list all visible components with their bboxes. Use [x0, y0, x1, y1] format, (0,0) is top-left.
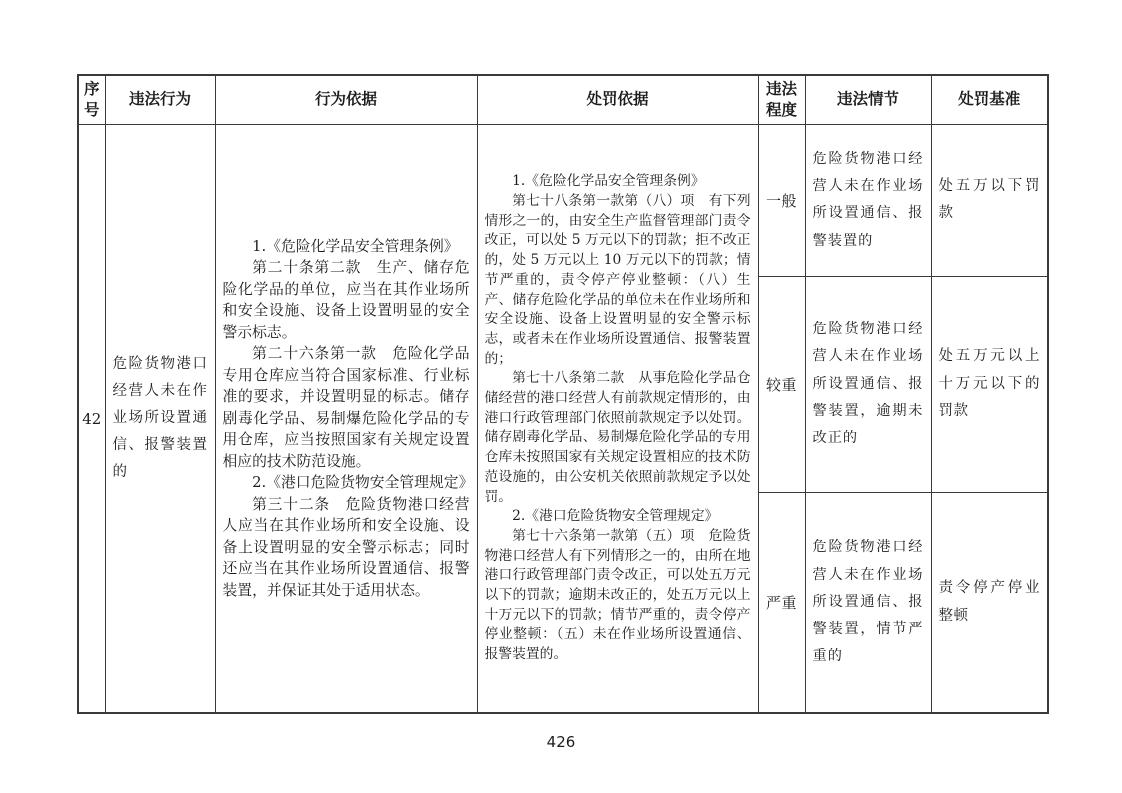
penalty-basis-cell [477, 124, 758, 713]
penalty-paragraph: 1.《危险化学品安全管理条例》 [512, 173, 705, 190]
table-row [78, 124, 1048, 276]
basis-paragraph: 2.《港口危险货物安全管理规定》 [252, 474, 474, 492]
col-header-penalty-basis: 处罚依据 [477, 75, 758, 124]
page-number: 426 [546, 733, 576, 751]
table-header-row [78, 75, 1048, 124]
col-header-violation-degree: 违法程度 [758, 75, 805, 124]
violation-degree-cell: 较重 [758, 276, 805, 492]
penalty-paragraph: 2.《港口危险货物安全管理规定》 [512, 508, 719, 525]
violation-circumstance-cell: 危险货物港口经营人未在作业场所设置通信、报警装置的 [805, 124, 931, 276]
basis-paragraph: 第二十条第二款 生产、储存危险化学品的单位，应当在其作业场所和安全设施、设备上设置明显的安全警示标志。 [222, 259, 470, 341]
penalty-benchmark-cell: 处五万以下罚款 [931, 124, 1048, 276]
col-header-serial-number: 序号 [78, 75, 105, 124]
basis-paragraph: 第二十六条第一款 危险化学品专用仓库应当符合国家标准、行业标准的要求，并设置明显的标志。储存剧毒化学品、易制爆危险化学品的专用仓库，应当按照国家有关规定设置相应的技术防范设施。 [222, 345, 470, 470]
col-header-penalty-benchmark: 处罚基准 [931, 75, 1048, 124]
penalty-benchmark-cell: 处五万元以上十万元以下的罚款 [931, 276, 1048, 492]
serial-number-cell: 42 [78, 124, 105, 713]
regulation-penalty-table [77, 74, 1049, 714]
basis-paragraph: 1.《危险化学品安全管理条例》 [252, 237, 459, 255]
illegal-behavior-cell: 危险货物港口经营人未在作业场所设置通信、报警装置的 [105, 124, 215, 713]
violation-circumstance-cell: 危险货物港口经营人未在作业场所设置通信、报警装置，情节严重的 [805, 492, 931, 713]
col-header-violation-circumstance: 违法情节 [805, 75, 931, 124]
basis-paragraph: 第三十二条 危险货物港口经营人应当在其作业场所和安全设施、设备上设置明显的安全警示标志；同时还应当在其作业场所设置通信、报警装置，并保证其处于适用状态。 [222, 495, 470, 599]
penalty-paragraph: 第七十八条第一款第（八）项 有下列情形之一的，由安全生产监督管理部门责令改正，可以处 5 万元以下的罚款；拒不改正的，处 5 万元以上 10 万元以下的罚款；情节严重的，责令停产停业整顿：（八）生产、储存危险化学品的单位未在作业场所和安全设施、设备上设置明显的安全警示标志，或者未在作业场所设置通信、报警装置的； [484, 193, 751, 367]
violation-circumstance-cell: 危险货物港口经营人未在作业场所设置通信、报警装置，逾期未改正的 [805, 276, 931, 492]
col-header-illegal-behavior: 违法行为 [105, 75, 215, 124]
behavior-basis-cell [215, 124, 477, 713]
violation-degree-cell: 严重 [758, 492, 805, 713]
penalty-paragraph: 第七十六条第一款第（五）项 危险货物港口经营人有下列情形之一的，由所在地港口行政管理部门责令改正，可以处五万元以下的罚款；逾期未改正的，处五万元以上十万元以下的罚款；情节严重的，责令停产停业整顿：（五）未在作业场所设置通信、报警装置的。 [484, 527, 751, 663]
penalty-benchmark-cell: 责令停产停业整顿 [931, 492, 1048, 713]
violation-degree-cell: 一般 [758, 124, 805, 276]
col-header-behavior-basis: 行为依据 [215, 75, 477, 124]
penalty-paragraph: 第七十八条第二款 从事危险化学品仓储经营的港口经营人有前款规定情形的，由港口行政管理部门依照前款规定予以处罚。储存剧毒化学品、易制爆危险化学品的专用仓库未按照国家有关规定设置相应的技术防范设施的，由公安机关依照前款规定予以处罚。 [484, 370, 751, 505]
